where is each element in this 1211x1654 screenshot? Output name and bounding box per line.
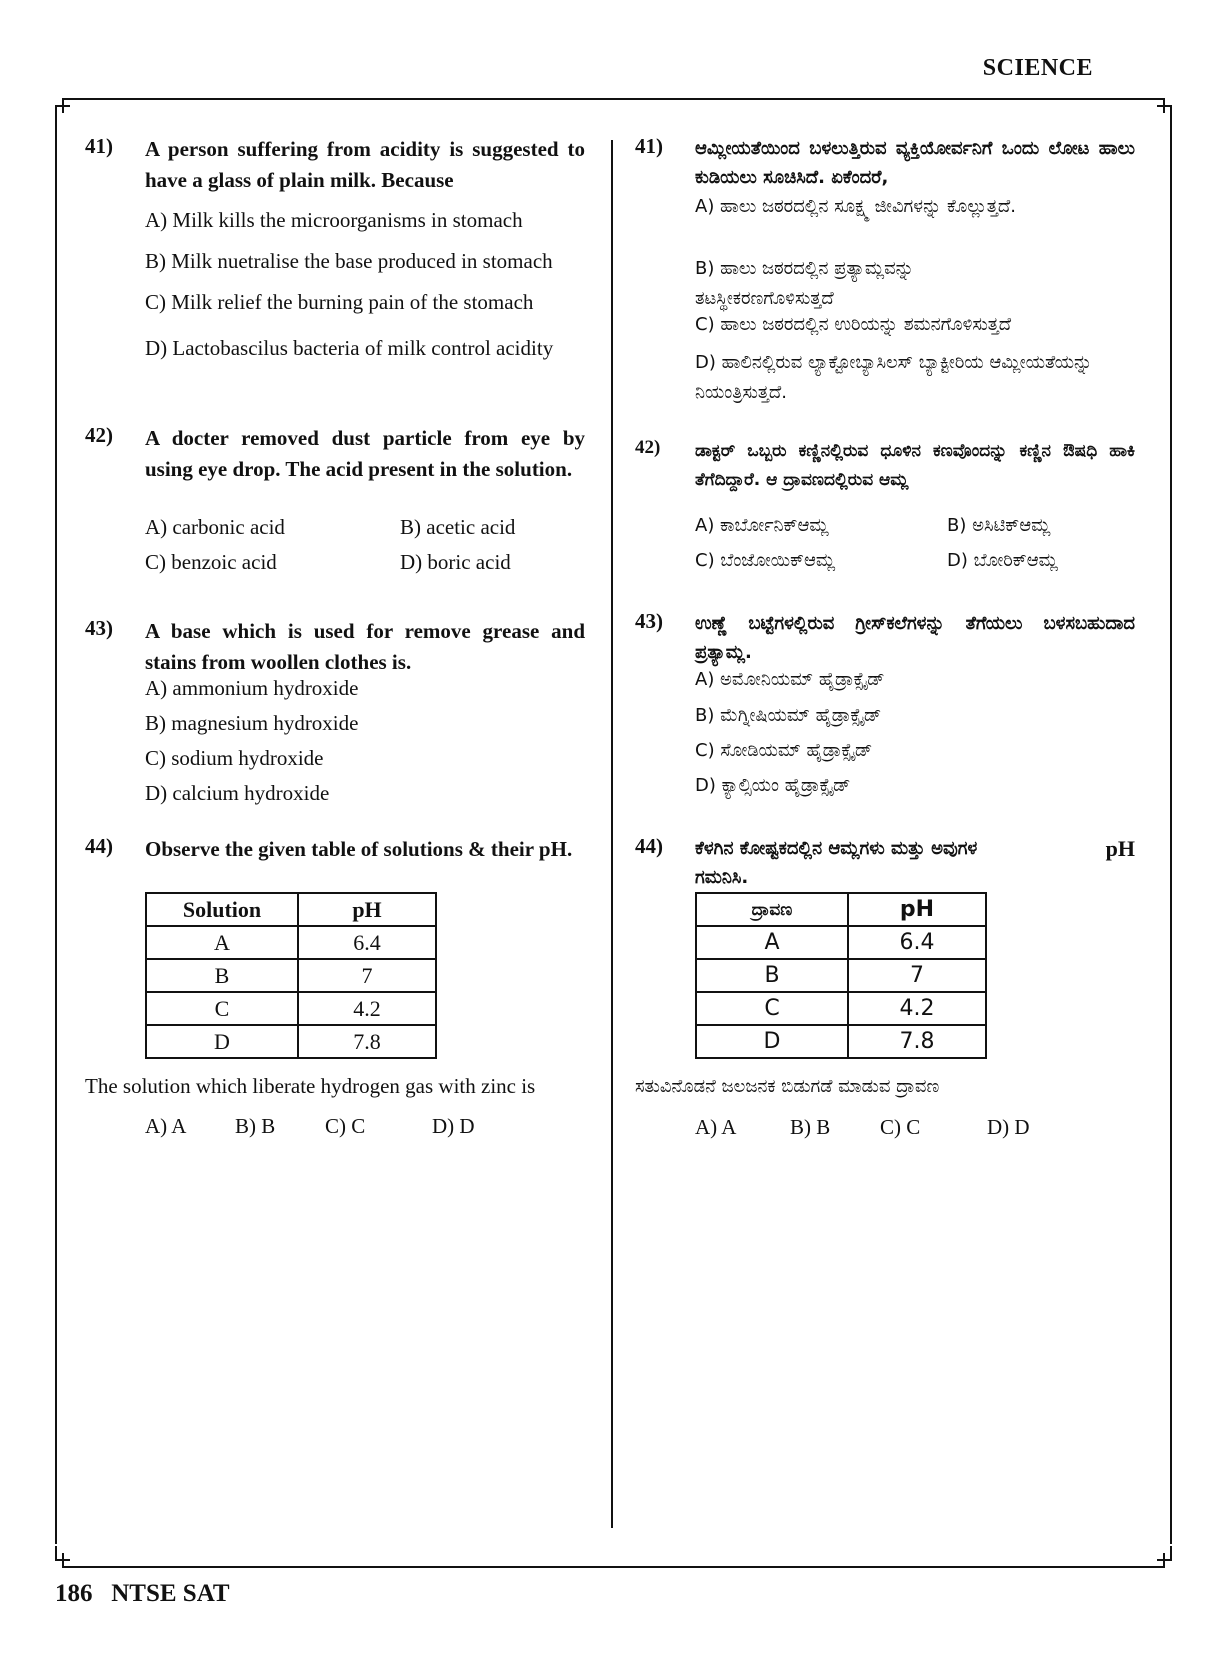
table-cell: 7.8 <box>298 1025 436 1058</box>
option-a: A) A <box>145 1114 187 1138</box>
option-c: C) ಹಾಲು ಜಠರದಲ್ಲಿನ ಉರಿಯನ್ನು ಶಮನಗೊಳಿಸುತ್ತದೆ <box>695 314 1012 335</box>
corner-ornament-icon <box>1150 1546 1172 1568</box>
option-d: D) ಬೋರಿಕ್ಆಮ್ಲ <box>947 550 1058 571</box>
table-cell: 7 <box>298 959 436 992</box>
table-row <box>696 992 986 1025</box>
page-header-subject: SCIENCE <box>982 55 1093 81</box>
option-d: D) calcium hydroxide <box>145 781 330 805</box>
ph-table <box>145 892 437 1059</box>
table-cell: 4.2 <box>298 992 436 1025</box>
table-cell: 4.2 <box>848 992 986 1025</box>
table-cell: C <box>146 992 298 1025</box>
option-d: D) Lactobascilus bacteria of milk control acidity <box>145 336 554 360</box>
exam-name: NTSE SAT <box>111 1580 230 1607</box>
option-d: D) boric acid <box>400 550 511 574</box>
option-d: D) ಹಾಲಿನಲ್ಲಿರುವ ಲ್ಯಾಕ್ಟೋಬ್ಯಾಸಿಲಸ್ ಬ್ಯಾಕ್ಟೀರಿಯ ಆಮ್ಲೀಯತೆಯನ್ನು ನಿಯಂತ್ರಿಸುತ್ತದೆ. <box>695 352 1093 403</box>
table-row <box>146 959 436 992</box>
option-c: C) Milk relief the burning pain of the stomach <box>145 290 534 314</box>
option-b: B) acetic acid <box>400 515 516 539</box>
frame-bottom-line <box>77 1566 1150 1568</box>
table-header-solution: ದ್ರಾವಣ <box>696 893 848 926</box>
option-b: B) ಮೆಗ್ನೀಷಿಯಮ್ ಹೈಡ್ರಾಕ್ಸೈಡ್ <box>695 705 882 726</box>
option-c: C) ಸೋಡಿಯಮ್ ಹೈಡ್ರಾಕ್ಸೈಡ್ <box>695 740 873 761</box>
table-header-solution: Solution <box>146 893 298 926</box>
option-b: B) ಹಾಲು ಜಠರದಲ್ಲಿನ ಪ್ರತ್ಯಾಮ್ಲವನ್ನು ತಟಸ್ಥೀಕರಣಗೊಳಿಸುತ್ತದೆ <box>695 258 914 309</box>
option-a: A) carbonic acid <box>145 515 285 539</box>
table-cell: A <box>696 926 848 959</box>
table-cell: C <box>696 992 848 1025</box>
question-number: 41) <box>635 134 663 158</box>
table-cell: B <box>146 959 298 992</box>
option-b: B) magnesium hydroxide <box>145 711 359 735</box>
question-number: 43) <box>635 609 663 633</box>
table-row <box>146 992 436 1025</box>
table-header-row <box>696 893 986 926</box>
option-a: A) ammonium hydroxide <box>145 676 359 700</box>
page-number: 186 <box>55 1580 93 1607</box>
table-row <box>146 926 436 959</box>
page-footer <box>55 1580 230 1608</box>
table-cell: D <box>696 1025 848 1058</box>
corner-ornament-icon <box>55 98 77 120</box>
option-b: B) B <box>235 1114 276 1138</box>
question-text: ಡಾಕ್ಟರ್ ಒಬ್ಬರು ಕಣ್ಣಿನಲ್ಲಿರುವ ಧೂಳಿನ ಕಣವೊಂದನ್ನು ಕಣ್ಣಿನ ಔಷಧಿ ಹಾಕಿ ತೆಗೆದಿದ್ದಾರೆ. ಆ ದ್ರಾವಣದಲ್ಲಿರುವ ಆಮ್ಲ <box>695 441 1135 490</box>
table-cell: 7 <box>848 959 986 992</box>
corner-ornament-icon <box>55 1546 77 1568</box>
option-c: C) sodium hydroxide <box>145 746 324 770</box>
question-text: ಆಮ್ಲೀಯತೆಯಿಂದ ಬಳಲುತ್ತಿರುವ ವ್ಯಕ್ತಿಯೋರ್ವನಿಗೆ ಒಂದು ಲೋಟ ಹಾಲು ಕುಡಿಯಲು ಸೂಚಿಸಿದೆ. ಏಕೆಂದರೆ, <box>695 138 1135 188</box>
question-text: Observe the given table of solutions & their pH. <box>145 837 573 861</box>
question-text: ಉಣ್ಣೆ ಬಟ್ಟೆಗಳಲ್ಲಿರುವ ಗ್ರೀಸ್‌ಕಲೆಗಳನ್ನು ತೆಗೆಯಲು ಬಳಸಬಹುದಾದ ಪ್ರತ್ಯಾಮ್ಲ. <box>695 613 1135 663</box>
option-b: B) B <box>790 1115 831 1139</box>
table-cell: 6.4 <box>848 926 986 959</box>
option-b: B) ಅಸಿಟಿಕ್ಆಮ್ಲ <box>947 515 1051 536</box>
option-c: C) C <box>880 1115 921 1139</box>
option-a: A) ಹಾಲು ಜಠರದಲ್ಲಿನ ಸೂಕ್ಷ್ಮ ಜೀವಿಗಳನ್ನು ಕೊಲ್ಲುತ್ತದೆ. <box>695 196 1016 217</box>
option-d: D) ಕ್ಯಾಲ್ಸಿಯಂ ಹೈಡ್ರಾಕ್ಸೈಡ್ <box>695 775 851 796</box>
option-a: A) ಅಮೋನಿಯಮ್ ಹೈಡ್ರಾಕ್ಸೈಡ್ <box>695 669 885 690</box>
corner-ornament-icon <box>1150 98 1172 120</box>
option-d: D) D <box>432 1114 475 1138</box>
option-b: B) Milk nuetralise the base produced in stomach <box>145 249 553 273</box>
frame-top-line <box>77 98 1150 100</box>
option-a: A) A <box>695 1115 737 1139</box>
question-number: 44) <box>635 834 663 858</box>
question-text: A base which is used for remove grease and stains from woollen clothes is. <box>145 619 585 674</box>
option-a: A) ಕಾರ್ಬೋನಿಕ್ಆಮ್ಲ <box>695 515 829 536</box>
table-header-ph: pH <box>298 893 436 926</box>
question-text-ph: pH <box>1105 836 1135 861</box>
question-number: 41) <box>85 134 113 158</box>
table-row <box>146 1025 436 1058</box>
followup-question: The solution which liberate hydrogen gas with zinc is <box>85 1074 536 1098</box>
column-divider <box>611 140 613 1528</box>
table-cell: 7.8 <box>848 1025 986 1058</box>
table-cell: A <box>146 926 298 959</box>
table-header-ph: pH <box>848 893 986 926</box>
question-text: A person suffering from acidity is suggested to have a glass of plain milk. Because <box>145 137 585 192</box>
question-text-main: ಕೆಳಗಿನ ಕೋಷ್ಟಕದಲ್ಲಿನ ಆಮ್ಲಗಳು ಮತ್ತು ಅವುಗಳ <box>695 838 978 859</box>
frame-right-line <box>1170 120 1172 1544</box>
question-text <box>695 834 1135 892</box>
ph-table <box>695 892 987 1059</box>
table-row <box>696 926 986 959</box>
table-row <box>696 1025 986 1058</box>
question-text: A docter removed dust particle from eye by using eye drop. The acid present in the solution. <box>145 426 585 481</box>
option-d: D) D <box>987 1115 1030 1139</box>
option-c: C) C <box>325 1114 366 1138</box>
table-cell: 6.4 <box>298 926 436 959</box>
table-cell: B <box>696 959 848 992</box>
table-row <box>696 959 986 992</box>
question-number: 43) <box>85 616 113 640</box>
question-number: 42) <box>635 437 661 458</box>
option-c: C) benzoic acid <box>145 550 277 574</box>
frame-left-line <box>55 120 57 1544</box>
option-c: C) ಬೆಂಜೋಯಿಕ್ಆಮ್ಲ <box>695 550 836 571</box>
question-text-end: ಗಮನಿಸಿ. <box>695 867 749 888</box>
option-a: A) Milk kills the microorganisms in stomach <box>145 208 523 232</box>
table-header-row <box>146 893 436 926</box>
question-number: 42) <box>85 423 113 447</box>
question-number: 44) <box>85 834 113 858</box>
table-cell: D <box>146 1025 298 1058</box>
followup-question: ಸತುವಿನೊಡನೆ ಜಲಜನಕ ಬಿಡುಗಡೆ ಮಾಡುವ ದ್ರಾವಣ <box>635 1076 940 1097</box>
